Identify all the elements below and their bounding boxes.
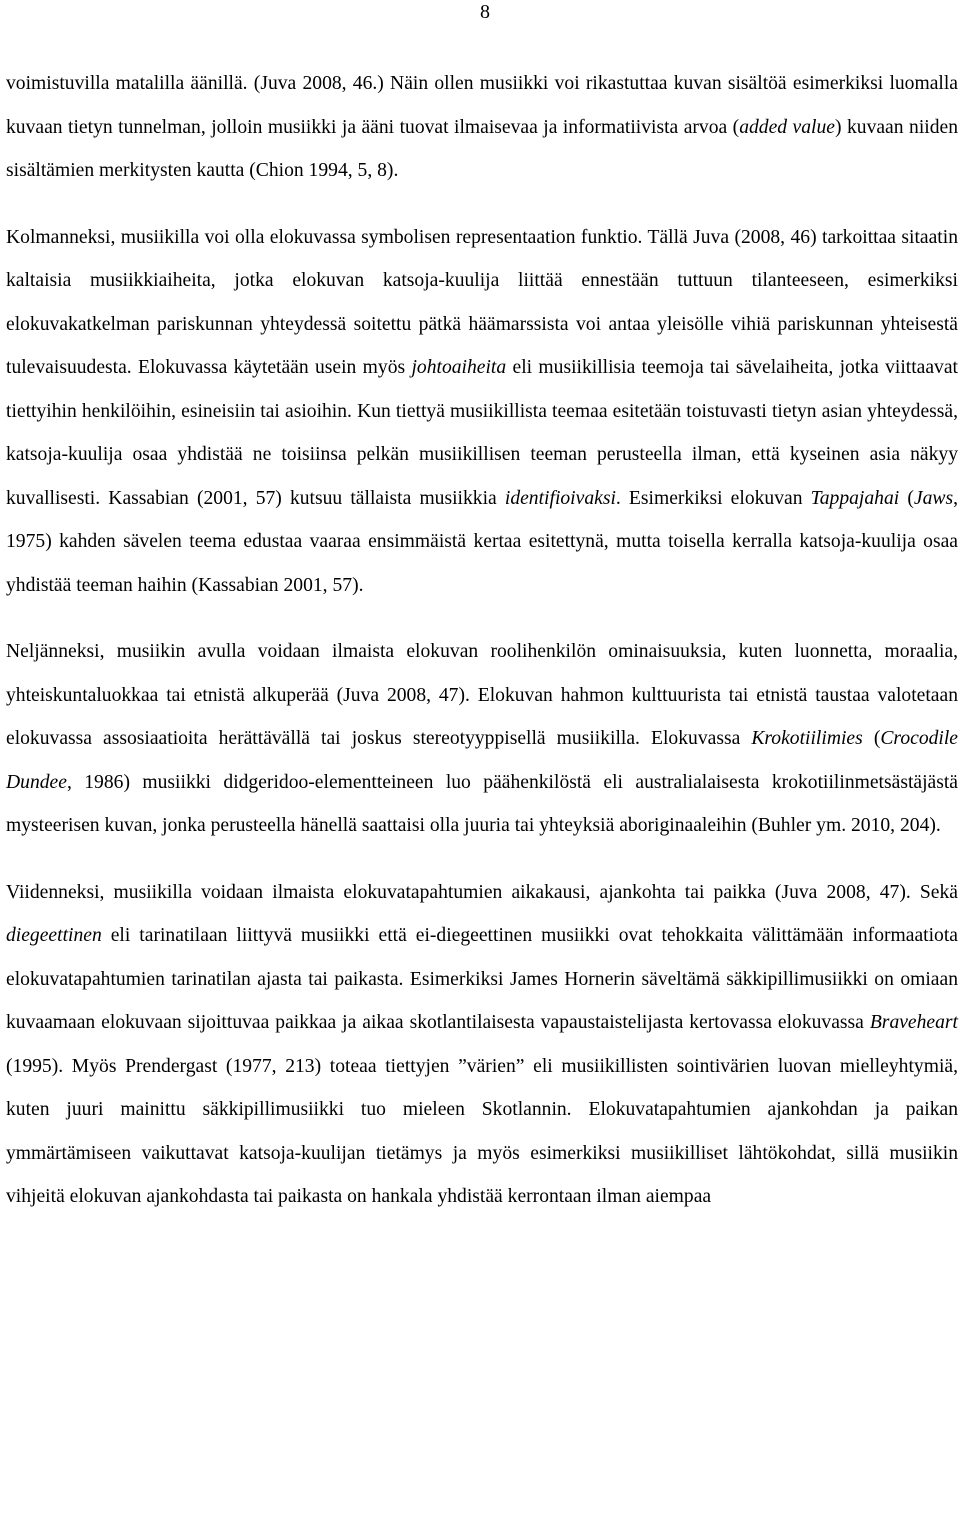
body-text [6,62,958,1219]
italic-term: identifioivaksi [504,487,616,509]
paragraph-4 [6,871,958,1219]
text-run: Viidenneksi, musiikilla voidaan ilmaista elokuvatapahtumien aikakausi, ajankohta tai paikka (Juva 2008, 47). Sekä [6,881,958,903]
paragraph-1 [6,62,958,193]
italic-title: Crocodile Dundee [6,728,958,793]
italic-title: Krokotiilimies [751,728,863,749]
page-number: 8 [480,1,490,23]
text-run: , 1986) musiikki didgeridoo-elementteineen luo päähenkilöstä eli australialaisesta krokotiilinmetsästäjästä mysteerisen kuvan, jonka perusteella hänellä saattaisi olla juuria tai yhteyksiä aboriginaaleihin (Buhler ym. 2010, 204). [6,771,958,836]
text-run: eli tarinatilaan liittyvä musiikki että ei-diegeettinen musiikki ovat tehokkaita välittämään informaatiota elokuvatapahtumien tarinatilan ajasta tai paikasta. Esimerkiksi James Hornerin säveltämä säkkipillimusiikki on omiaan kuvaamaan elokuvaan sijoittuvaa paikkaa ja aikaa skotlantilaisesta vapaustaistelijasta kertovassa elokuvassa [6,925,958,1033]
italic-title: Braveheart [869,1012,958,1033]
text-run: Kolmanneksi, musiikilla voi olla elokuvassa symbolisen representaation funktio. Tällä Juva (2008, 46) tarkoittaa sitaatin kaltaisia musiikkiaiheita, jotka elokuvan katsoja-kuulija liittää ennestään tuttuun tilanteeseen, esimerkiksi elokuvakatkelman pariskunnan yhteydessä soitettu pätkä häämarssista voi antaa yleisölle vihiä pariskunnan yhteisestä tulevaisuudesta. Elokuvassa käytetään usein myös [6,226,958,378]
text-run: . Esimerkiksi elokuvan [615,487,811,509]
italic-title: Jaws [913,487,954,509]
text-run: , 1975) kahden sävelen teema edustaa vaaraa ensimmäistä kertaa esitettynä, mutta toisella kerralla katsoja-kuulija osaa yhdistää teeman haihin (Kassabian 2001, 57). [6,487,958,596]
text-run: ( [862,728,881,749]
paragraph-2 [6,216,958,608]
paragraph-3 [6,630,958,848]
italic-term: diegeettinen [6,925,102,946]
italic-title: Tappajahai [810,487,900,509]
italic-term: added value [739,116,835,138]
text-run: (1995). Myös Prendergast (1977, 213) toteaa tiettyjen ”värien” eli musiikillisten sointivärien luovan mielleyhtymiä, kuten juuri mainittu säkkipillimusiikki tuo mieleen Skotlannin. Elokuvatapahtumien ajankohdan ja paikan ymmärtämiseen vaikuttavat katsoja-kuulijan tietämys ja myös esimerkiksi musiikilliset lähtökohdat, sillä musiikin vihjeitä elokuvan ajankohdasta tai paikasta on hankala yhdistää kerrontaan ilman aiempaa [6,1055,958,1207]
text-run: eli musiikillisia teemoja tai sävelaiheita, jotka viittaavat tiettyihin henkilöihin, esineisiin tai asioihin. Kun tiettyä musiikillista teemaa esitetään toistuvasti tietyn asian yhteydessä, katsoja-kuulija osaa yhdistää ne toisiinsa pelkän musiikillisen teeman perusteella ilman, että kyseinen asia näkyy kuvallisesti. Kassabian (2001, 57) kutsuu tällaista musiikkia [6,357,958,509]
text-run: ) kuvaan niiden sisältämien merkitysten kautta (Chion 1994, 5, 8). [6,116,958,181]
italic-term: johtoaiheita [411,357,507,378]
text-run: Neljänneksi, musiikin avulla voidaan ilmaista elokuvan roolihenkilön ominaisuuksia, kuten luonnetta, moraalia, yhteiskuntaluokkaa tai etnistä alkuperää (Juva 2008, 47). Elokuvan hahmon kulttuurista tai etnistä taustaa valotetaan elokuvassa assosiaatioita herättävällä tai joskus stereotyyppisellä musiikilla. Elokuvassa [6,641,958,749]
text-run: voimistuvilla matalilla äänillä. (Juva 2008, 46.) Näin ollen musiikki voi rikastuttaa kuvan sisältöä esimerkiksi luomalla kuvaan tietyn tunnelman, jolloin musiikki ja ääni tuovat ilmaisevaa ja informatiivista arvoa ( [6,73,958,138]
text-run: ( [899,487,914,509]
